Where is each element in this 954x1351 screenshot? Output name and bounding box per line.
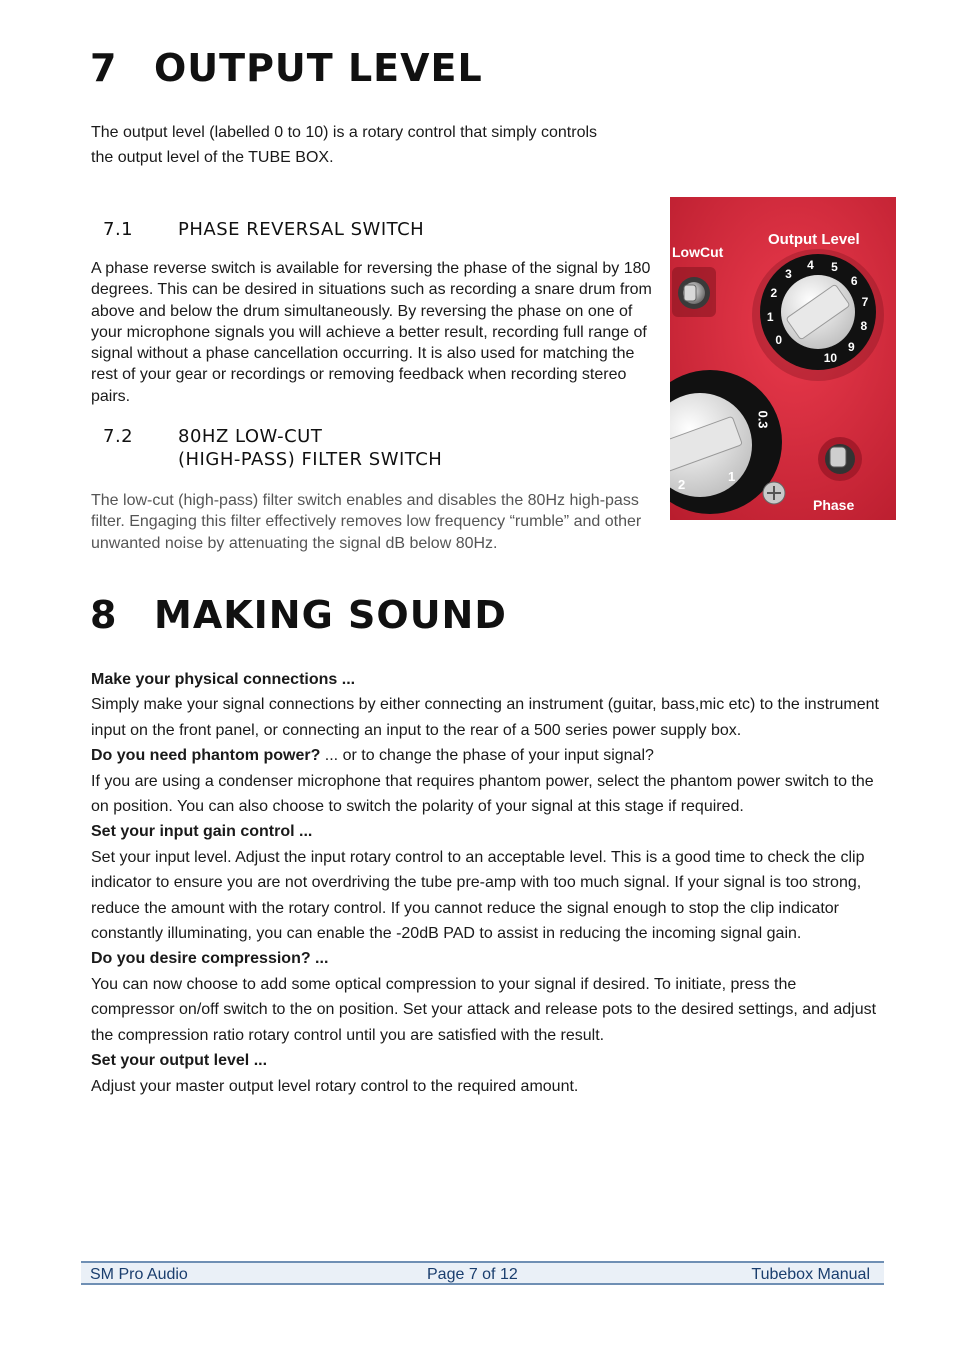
section-8-heading — [90, 593, 507, 637]
subsection-title: PHASE REVERSAL SWITCH — [178, 219, 425, 240]
footer-page-number: Page 7 of 12 — [427, 1266, 518, 1283]
subsection-number: 7.2 — [103, 426, 134, 447]
dial-number: 3 — [785, 267, 792, 282]
footer-company: SM Pro Audio — [90, 1266, 188, 1283]
lowcut-label: LowCut — [672, 244, 724, 260]
subsection-title-line-2: (HIGH-PASS) FILTER SWITCH — [178, 449, 443, 470]
page-footer — [81, 1261, 884, 1285]
dial-number: 9 — [847, 339, 855, 354]
footer-manual-title: Tubebox Manual — [751, 1266, 870, 1283]
section-title: OUTPUT LEVEL — [154, 46, 483, 90]
step-body: Simply make your signal connections by either connecting an instrument (guitar, bass,mic etc) to the instrument input on the front panel, or connecting an input to the rear of a 500 series power supply box. — [91, 696, 879, 739]
intro-line-1: The output level (labelled 0 to 10) is a rotary control that simply controls — [91, 124, 598, 141]
dial-number: 1 — [766, 310, 774, 325]
step-body: Set your input level. Adjust the input rotary control to an acceptable level. This is a good time to check the clip indicator to ensure you are not overdriving the tube pre-amp with too much signal. If your signal is too strong, reduce the amount with the rotary control. If you cannot reduce the signal enough to stop the clip indicator constantly illuminating, you can enable the -20dB PAD to assist in reducing the incoming signal gain. — [91, 848, 865, 943]
dial-number: 7 — [861, 295, 869, 310]
dial-number: 4 — [807, 257, 814, 272]
subsection-7-1-heading — [103, 218, 424, 241]
step-heading: Make your physical connections ... — [91, 671, 356, 688]
section-7-heading — [90, 46, 483, 90]
subsection-title-line-1: 80HZ LOW-CUT — [178, 426, 323, 447]
section-title: MAKING SOUND — [154, 593, 507, 637]
output-level-label: Output Level — [768, 231, 860, 248]
section-number: 8 — [90, 593, 118, 637]
step-heading: Do you desire compression? ... — [91, 950, 329, 968]
tubebox-panel-photo — [670, 197, 896, 520]
section-number: 7 — [90, 46, 118, 90]
dial-number: 2 — [770, 286, 778, 301]
dial-number: 0 — [775, 332, 783, 347]
subsection-7-1-body: A phase reverse switch is available for reversing the phase of the signal by 180 degrees. This can be desired in situations such as recording a snare drum from above and below the drum simultaneously. By reversing the phase on one of your microphone signals you will achieve a better result, recording full range of signal without a phase cancellation occurring. It is also used for matching the rest of your gear or recordings or removing feedback when recording stereo pairs. — [91, 260, 652, 405]
step-body: You can now choose to add some optical compression to your signal if desired. To initiate, press the compressor on/off switch to the on position. Set your attack and release pots to the desired settings, and adjust the compression ratio rotary control until you are satisfied with the result. — [91, 975, 877, 1044]
intro-line-2: the output level of the TUBE BOX. — [91, 149, 334, 167]
dial-number: 5 — [831, 259, 838, 274]
section-7-intro — [91, 120, 671, 171]
dial-number: 10 — [823, 351, 838, 366]
subsection-7-2-heading — [103, 425, 442, 471]
subsection-7-2-body: The low-cut (high-pass) filter switch enables and disables the 80Hz high-pass filter. Engaging this filter effectively removes low frequency “rumble” and other unwanted noise by attenuating the signal dB below 80Hz. — [91, 492, 642, 552]
small-dial-number: 0.3 — [755, 410, 771, 429]
step-heading: Set your output level ... — [91, 1052, 268, 1070]
small-dial-number: 1 — [728, 469, 736, 484]
dial-number: 8 — [860, 319, 868, 334]
dial-number: 6 — [850, 273, 858, 288]
phase-label: Phase — [813, 497, 855, 513]
step-body: If you are using a condenser microphone that requires phantom power, select the phantom power switch to the on position. You can also choose to switch the polarity of your signal at this stage if required. — [91, 772, 874, 816]
small-dial-number: 2 — [678, 477, 686, 492]
step-heading: Set your input gain control ... — [91, 823, 313, 841]
step-heading: Do you need phantom power? ... or to change the phase of your input signal? — [91, 747, 654, 765]
section-8-body — [91, 667, 881, 1099]
subsection-number: 7.1 — [103, 219, 134, 240]
step-body: Adjust your master output level rotary control to the required amount. — [91, 1077, 579, 1095]
